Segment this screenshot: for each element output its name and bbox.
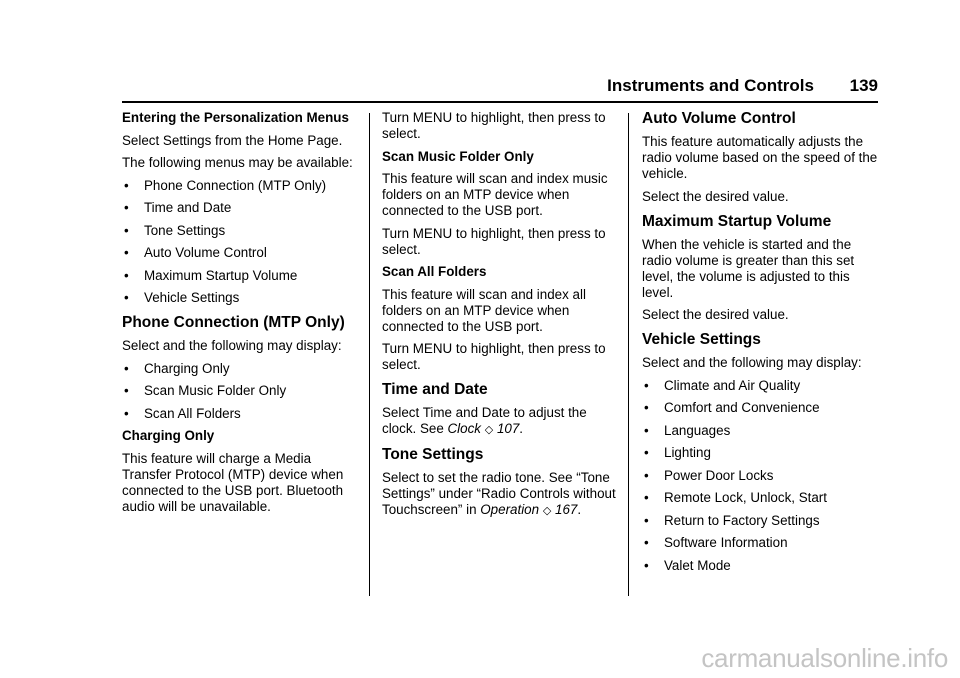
clock-reference-page[interactable]: 107 xyxy=(496,421,520,436)
tone-settings-heading: Tone Settings xyxy=(382,446,484,463)
scan-music-folder-heading: Scan Music Folder Only xyxy=(382,148,534,164)
list-item: • Scan Music Folder Only xyxy=(124,383,287,398)
column-divider-1 xyxy=(369,113,370,596)
list-item: • Maximum Startup Volume xyxy=(124,267,298,283)
vehicle-settings-list xyxy=(642,378,878,574)
charging-only-text: This feature will charge a Media Transfer Protocol (MTP) device when connected to the USB port. Bluetooth audio will be unavailable. xyxy=(122,450,344,514)
operation-reference-link[interactable]: Operation xyxy=(480,502,540,517)
bullet-icon: • xyxy=(124,177,129,193)
entering-personalization-heading: Entering the Personalization Menus xyxy=(122,110,349,125)
list-item: • Comfort and Convenience xyxy=(644,400,820,415)
bullet-icon: • xyxy=(644,490,649,505)
turn-menu-text: Turn MENU to highlight, then press to select. xyxy=(382,341,606,372)
bullet-icon: • xyxy=(124,383,129,398)
page-reference-icon: ◇ xyxy=(542,505,552,517)
bullet-icon: • xyxy=(124,222,129,238)
bullet-icon: • xyxy=(124,267,129,283)
list-item: • Software Information xyxy=(644,535,788,550)
charging-only-heading: Charging Only xyxy=(122,428,215,443)
list-item: • Auto Volume Control xyxy=(124,245,267,260)
clock-reference-link[interactable]: Clock xyxy=(447,421,481,436)
list-item: • Remote Lock, Unlock, Start xyxy=(644,490,827,505)
bullet-icon: • xyxy=(644,377,649,393)
column-divider-2 xyxy=(628,113,629,596)
vehicle-settings-heading: Vehicle Settings xyxy=(642,331,761,348)
maximum-startup-volume-heading: Maximum Startup Volume xyxy=(642,212,832,230)
bullet-icon: • xyxy=(644,445,649,460)
select-value-text: Select the desired value. xyxy=(642,307,789,322)
maximum-startup-volume-text: When the vehicle is started and the radio volume is greater than this set level, the volume is adjusted to this level. xyxy=(642,236,855,300)
section-title: Instruments and Controls xyxy=(607,76,814,95)
list-item: • Phone Connection (MTP Only) xyxy=(124,177,327,193)
bullet-icon: • xyxy=(644,467,649,483)
turn-menu-text: Turn MENU to highlight, then press to select. xyxy=(382,110,606,141)
list-item: • Power Door Locks xyxy=(644,467,774,483)
turn-menu-text: Turn MENU to highlight, then press to select. xyxy=(382,225,606,257)
list-item: • Vehicle Settings xyxy=(124,290,240,305)
time-and-date-heading: Time and Date xyxy=(382,381,488,398)
list-item: • Charging Only xyxy=(124,360,230,376)
menu-list xyxy=(122,178,358,307)
header-divider xyxy=(122,101,878,103)
scan-music-folder-text: This feature will scan and index music folders on an MTP device when connected to the USB port. xyxy=(382,171,608,218)
bullet-icon: • xyxy=(124,245,129,260)
following-menus-text: The following menus may be available: xyxy=(122,155,353,170)
column-1 xyxy=(122,110,358,521)
list-item: • Lighting xyxy=(644,445,711,460)
scan-all-folders-text: This feature will scan and index all folders on an MTP device when connected to the USB port. xyxy=(382,286,586,334)
vehicle-settings-intro: Select and the following may display: xyxy=(642,355,862,370)
bullet-icon: • xyxy=(124,405,129,421)
page-number: 139 xyxy=(849,76,878,95)
tone-settings-text: Select to set the radio tone. See “Tone Settings” under “Radio Controls without Touchscreen” in Operation ◇ 167. xyxy=(382,470,616,517)
watermark-text: carmanualsonline.info xyxy=(701,643,948,673)
list-item: • Return to Factory Settings xyxy=(644,512,820,528)
bullet-icon: • xyxy=(124,200,129,215)
list-item: • Tone Settings xyxy=(124,222,226,238)
bullet-icon: • xyxy=(124,360,129,376)
list-item: • Climate and Air Quality xyxy=(644,377,801,393)
auto-volume-control-heading: Auto Volume Control xyxy=(642,110,796,127)
phone-intro-text: Select and the following may display: xyxy=(122,338,342,353)
list-item: • Languages xyxy=(644,422,731,438)
list-item: • Time and Date xyxy=(124,200,232,215)
column-2 xyxy=(382,110,618,526)
select-settings-text: Select Settings from the Home Page. xyxy=(122,132,343,148)
column-3 xyxy=(642,110,878,580)
phone-connection-heading: Phone Connection (MTP Only) xyxy=(122,314,345,331)
bullet-icon: • xyxy=(644,422,649,438)
bullet-icon: • xyxy=(644,535,649,550)
select-value-text: Select the desired value. xyxy=(642,188,789,204)
bullet-icon: • xyxy=(644,400,649,415)
phone-options-list xyxy=(122,361,358,422)
scan-all-folders-heading: Scan All Folders xyxy=(382,264,487,279)
bullet-icon: • xyxy=(124,290,129,305)
operation-reference-page[interactable]: 167 xyxy=(555,502,578,517)
list-item: • Valet Mode xyxy=(644,557,731,573)
bullet-icon: • xyxy=(644,557,649,573)
page-header xyxy=(122,76,878,96)
bullet-icon: • xyxy=(644,512,649,528)
list-item: • Scan All Folders xyxy=(124,405,241,421)
page-reference-icon: ◇ xyxy=(484,424,494,436)
auto-volume-control-text: This feature automatically adjusts the radio volume based on the speed of the vehicle. xyxy=(642,134,878,181)
time-and-date-text: Select Time and Date to adjust the clock. See Clock ◇ 107. xyxy=(382,405,587,436)
